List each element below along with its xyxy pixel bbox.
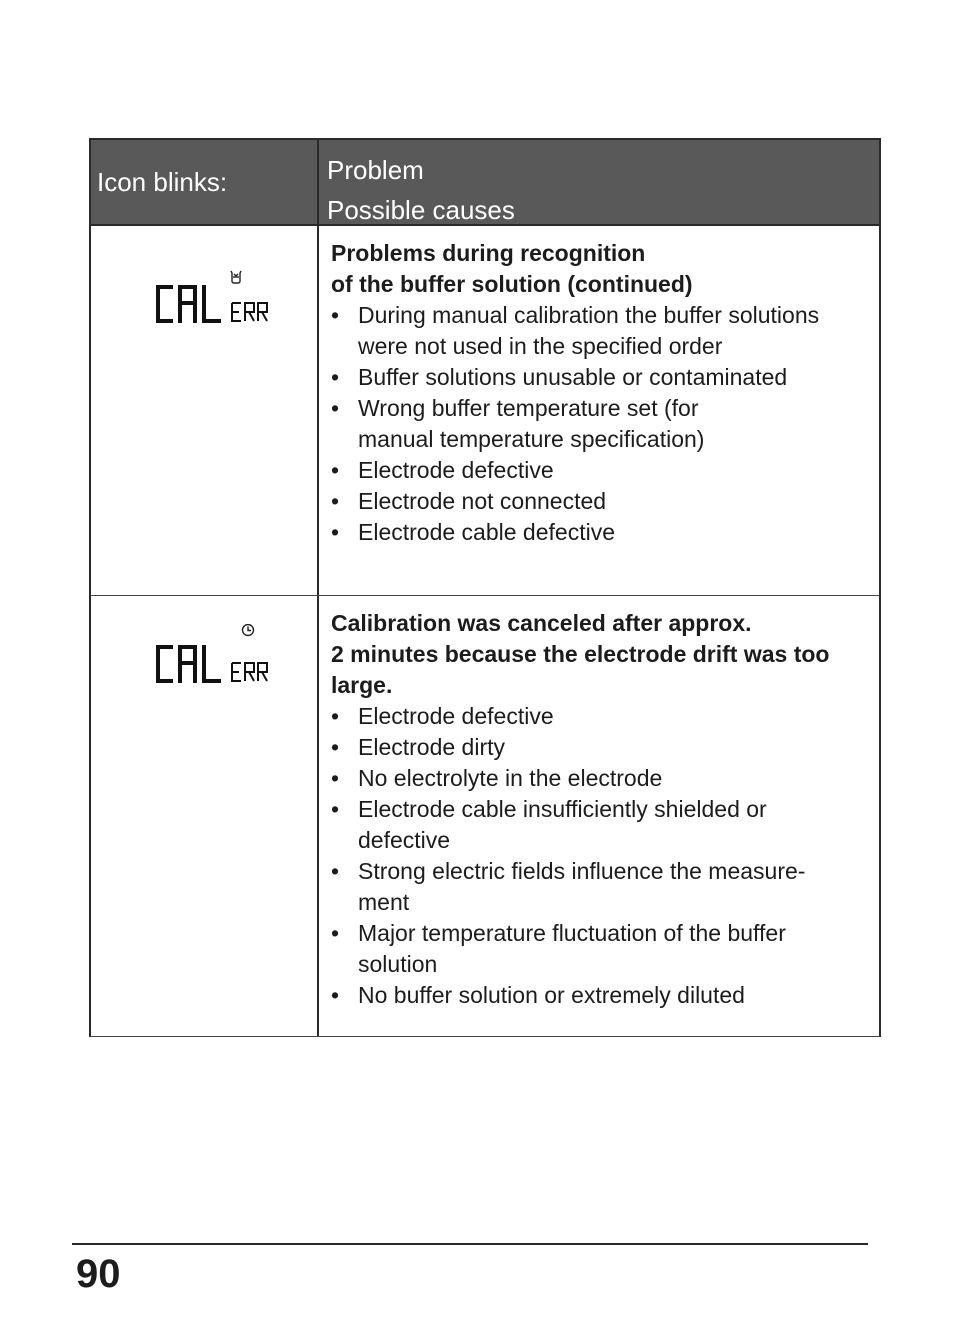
icon-cell (91, 226, 319, 595)
page-number: 90 (76, 1252, 121, 1296)
header-problem (319, 140, 879, 224)
list-item: • Electrode cable defective (331, 519, 615, 545)
lcd-cal-text (158, 647, 219, 681)
list-item: • Electrode defective (331, 703, 554, 729)
troubleshooting-table (89, 138, 881, 1037)
icon-cell (91, 596, 319, 1036)
list-item: • Major temperature fluctuation of the buffer solution (331, 920, 786, 977)
list-item: • Buffer solutions unusable or contaminated (331, 364, 788, 390)
header-problem-label: Problem (327, 155, 424, 185)
problem-title: Calibration was canceled after approx. 2 minutes because the electrode drift was too large. (331, 610, 830, 698)
list-item: • Electrode dirty (331, 734, 506, 760)
lcd-cal-text (158, 287, 219, 321)
problem-title: Problems during recognition of the buffer solution (continued) (331, 240, 693, 297)
list-item: • Strong electric fields influence the measure-ment (331, 858, 806, 915)
header-icon-blinks: Icon blinks: (91, 140, 319, 224)
lcd-cal-err-display (155, 624, 285, 684)
table-row (91, 596, 879, 1037)
list-item: • No electrolyte in the electrode (331, 765, 663, 791)
footer-divider (72, 1243, 868, 1245)
table-header (91, 138, 879, 226)
list-item: • Electrode not connected (331, 488, 607, 514)
lcd-cal-err-display (155, 270, 285, 330)
lcd-err-text (232, 303, 267, 321)
list-item: • No buffer solution or extremely diluted (331, 982, 745, 1008)
lcd-err-text (232, 663, 267, 681)
list-item: • During manual calibration the buffer solutions were not used in the specified order (331, 302, 820, 359)
list-item: • Electrode defective (331, 457, 554, 483)
beaker-icon (231, 271, 241, 283)
table-row (91, 226, 879, 596)
list-item: • Wrong buffer temperature set (for manual temperature specification) (331, 395, 705, 452)
problem-cell (319, 226, 879, 595)
clock-icon (243, 625, 254, 636)
causes-list (331, 300, 863, 548)
causes-list (331, 701, 863, 1011)
header-causes-label: Possible causes (327, 195, 515, 225)
list-item: • Electrode cable insufficiently shielded or defective (331, 796, 767, 853)
problem-cell (319, 596, 879, 1036)
